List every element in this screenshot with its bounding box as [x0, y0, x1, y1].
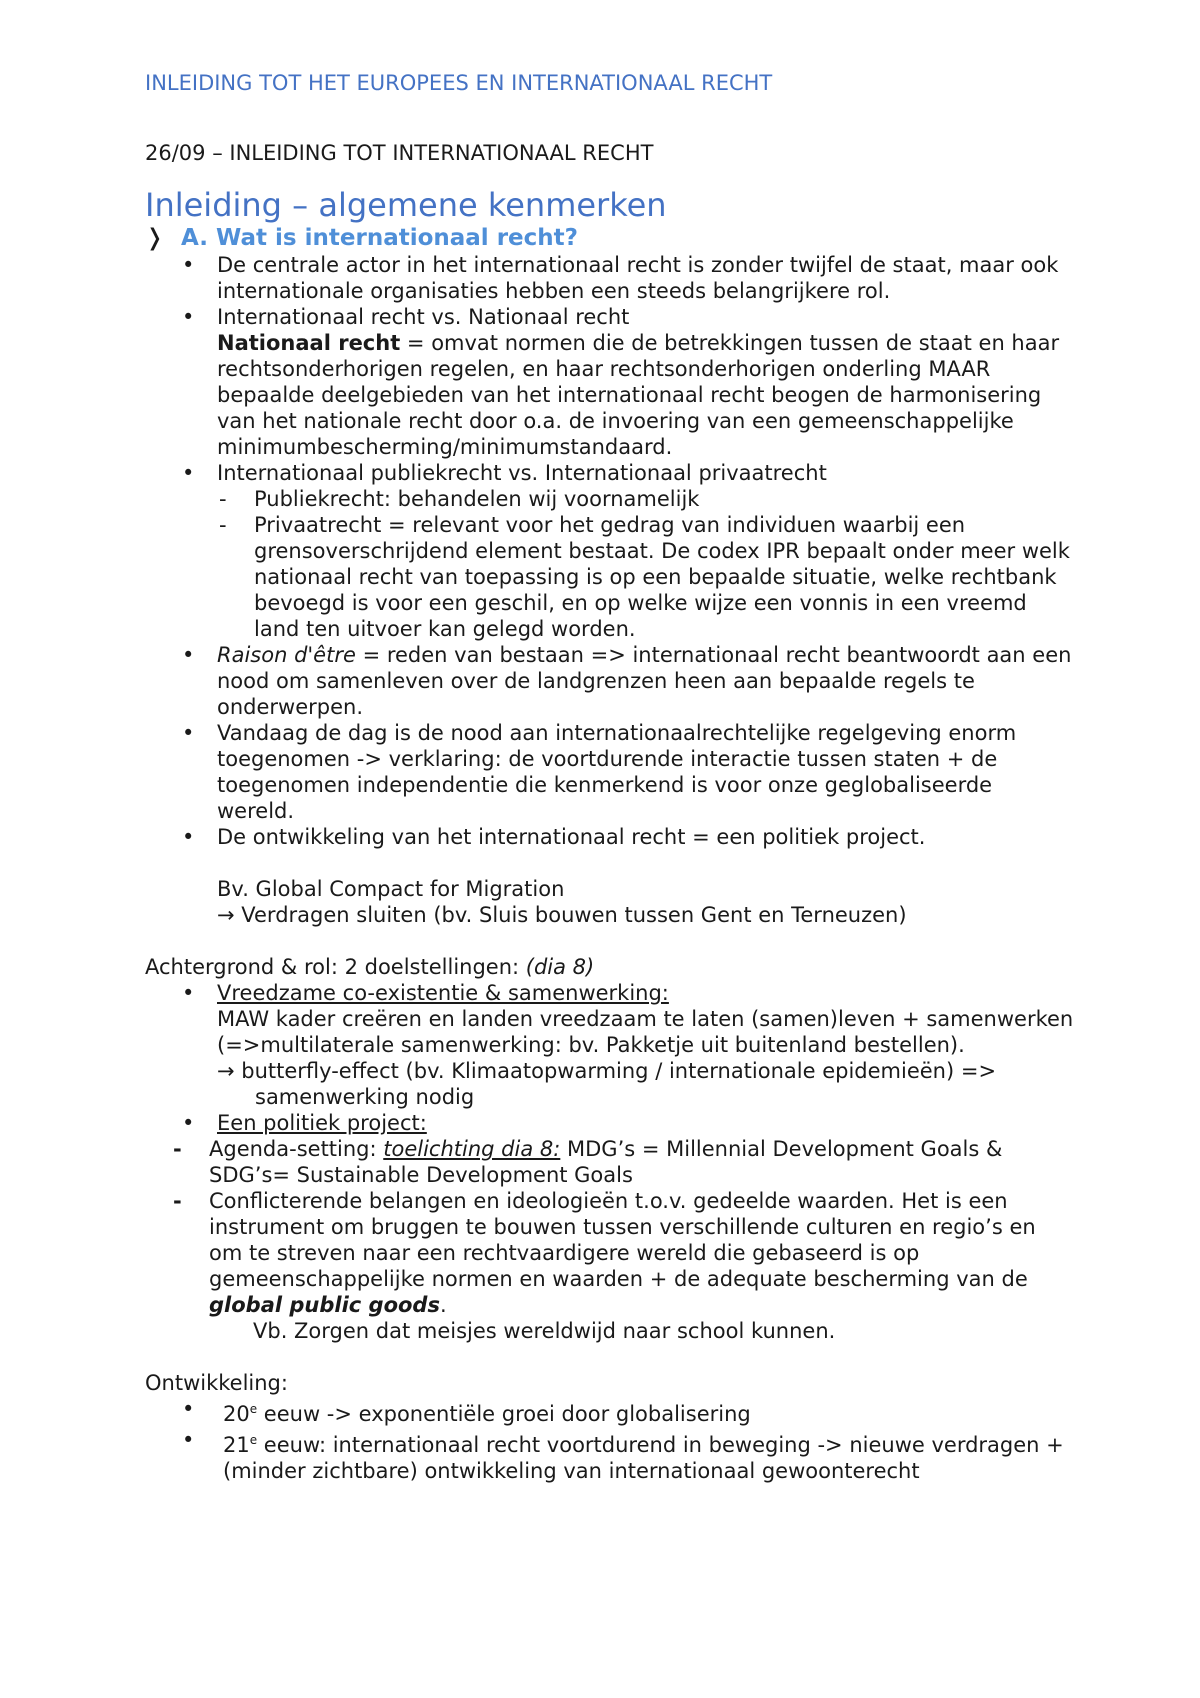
dash-icon: -: [173, 1189, 182, 1213]
list-item-text: = reden van bestaan => internationaal recht beantwoordt aan een nood om samenleven over de landgrenzen heen aan bepaalde regels te onderwerpen.: [217, 643, 1072, 719]
chevron-right-icon: ❭: [145, 225, 165, 251]
sub-list-item-text: Agenda-setting:: [209, 1137, 384, 1161]
list-item-text: De ontwikkeling van het internationaal recht = een politiek project.: [217, 825, 926, 849]
list-item-text: Internationaal publiekrecht vs. Internationaal privaatrecht: [217, 461, 827, 485]
bullet-icon: •: [182, 1111, 195, 1135]
example-line: Bv. Global Compact for Migration: [217, 877, 565, 901]
list-item: [145, 460, 1075, 486]
sub-list-item: [145, 1188, 1075, 1318]
sub-list-item-text: Publiekrecht: behandelen wij voornamelijk: [254, 487, 700, 511]
list-item-text: eeuw -> exponentiële groei door globalisering: [257, 1402, 751, 1426]
background-role-line: [145, 954, 1075, 980]
list-item-text: MAW kader creëren en landen vreedzaam te laten (samen)leven + samenwerken (=>multilaterale samenwerking: bv. Pakketje uit buitenland bestellen).: [217, 1007, 1074, 1057]
dash-icon: -: [173, 1137, 182, 1161]
bold-italic-term: global public goods: [209, 1293, 440, 1317]
bullet-icon: •: [182, 253, 195, 277]
list-item-text: Vandaag de dag is de nood aan internationaalrechtelijke regelgeving enorm toegenomen -> verklaring: de voortdurende interactie tussen staten + de toegenomen independentie die kenmerkend is voor onze geglobaliseerde wereld.: [217, 721, 1017, 823]
slide-reference: (dia 8): [525, 955, 595, 979]
bullet-icon: •: [182, 643, 195, 667]
list-item: [145, 1396, 1075, 1427]
bold-term: Nationaal recht: [217, 331, 401, 355]
sub-list-item: [145, 486, 1075, 512]
sub-list-item-text: Privaatrecht = relevant voor het gedrag van individuen waarbij een grensoverschrijdend element bestaat. De codex IPR bepaalt onder meer welk nationaal recht van toepassing is op een bepaalde situatie, welke rechtbank bevoegd is voor een geschil, en op welke wijze een vonnis in een vreemd land ten uitvoer kan gelegd worden.: [254, 513, 1070, 641]
subsection-heading-text: A. Wat is internationaal recht?: [181, 225, 578, 251]
list-item-continuation: → butterfly-effect (bv. Klimaatopwarming / internationale epidemieën) =>: [217, 1059, 997, 1083]
list-item: [145, 252, 1075, 304]
bullet-icon: •: [182, 305, 195, 329]
list-item-text: = omvat normen die de betrekkingen tussen de staat en haar rechtsonderhorigen regelen, en haar rechtsonderhorigen onderling MAAR bepaalde deelgebieden van het internationaal recht beogen de harmonisering van het nationale recht door o.a. de invoering van een gemeenschappelijke minimumbescherming/minimumstandaard.: [217, 331, 1060, 459]
bullet-icon: •: [182, 825, 195, 849]
underlined-heading: Vreedzame co-existentie & samenwerking:: [217, 981, 669, 1005]
paragraph-text: Achtergrond & rol: 2 doelstellingen:: [145, 955, 526, 979]
italic-term: Raison d'être: [217, 643, 356, 667]
superscript: e: [249, 1402, 258, 1416]
sub-list-item: [145, 1136, 1075, 1188]
list-item: [145, 304, 1075, 460]
example-line: → Verdragen sluiten (bv. Sluis bouwen tussen Gent en Terneuzen): [217, 903, 907, 927]
list-item-text: eeuw: internationaal recht voortdurend in beweging -> nieuwe verdragen + (minder zichtbare) ontwikkeling van internationaal gewoonterecht: [223, 1433, 1064, 1483]
section-heading: Inleiding – algemene kenmerken: [145, 186, 667, 224]
list-item: [145, 824, 1075, 850]
bullet-icon: •: [182, 981, 195, 1005]
list-item: [145, 642, 1075, 720]
list-item-text: De centrale actor in het internationaal recht is zonder twijfel de staat, maar ook internationale organisaties hebben een steeds belangrijkere rol.: [217, 253, 1059, 303]
sub-list-item-text: Conflicterende belangen en ideologieën t.o.v. gedeelde waarden. Het is een instrument om bruggen te bouwen tussen verschillende culturen en regio’s en om te streven naar een rechtvaardigere wereld die gebaseerd is op gemeenschappelijke normen en waarden + de adequate bescherming van de: [209, 1189, 1036, 1291]
bullet-icon: •: [182, 461, 195, 485]
superscript: e: [249, 1433, 258, 1447]
sub-list-item-text: MDG’s = Millennial Development Goals & SDG’s= Sustainable Development Goals: [209, 1137, 1003, 1187]
bullet-icon: •: [182, 1428, 195, 1452]
century-number: 21: [223, 1433, 250, 1457]
dash-icon: -: [219, 487, 227, 511]
list-item-continuation: samenwerking nodig: [255, 1085, 475, 1109]
list-item: [145, 1427, 1075, 1484]
list-item: [145, 1110, 1075, 1136]
slide-reference: toelichting dia 8:: [383, 1137, 561, 1161]
lecture-date-heading: 26/09 – INLEIDING TOT INTERNATIONAAL RECHT: [145, 141, 654, 165]
century-number: 20: [223, 1402, 250, 1426]
dash-icon: -: [219, 513, 227, 537]
document-page: [145, 70, 1075, 1484]
document-title: INLEIDING TOT HET EUROPEES EN INTERNATIONAAL RECHT: [145, 71, 773, 95]
bullet-icon: •: [182, 1397, 195, 1421]
sub-list-item: [145, 512, 1075, 642]
punctuation: .: [439, 1293, 447, 1317]
bullet-icon: •: [182, 721, 195, 745]
list-item: [145, 720, 1075, 824]
development-heading: Ontwikkeling:: [145, 1371, 288, 1395]
example-line: Vb. Zorgen dat meisjes wereldwijd naar school kunnen.: [253, 1319, 836, 1343]
subsection-heading: [145, 224, 1075, 252]
list-item-text: Internationaal recht vs. Nationaal recht: [217, 305, 630, 329]
list-item: [145, 980, 1075, 1058]
underlined-heading: Een politiek project:: [217, 1111, 427, 1135]
